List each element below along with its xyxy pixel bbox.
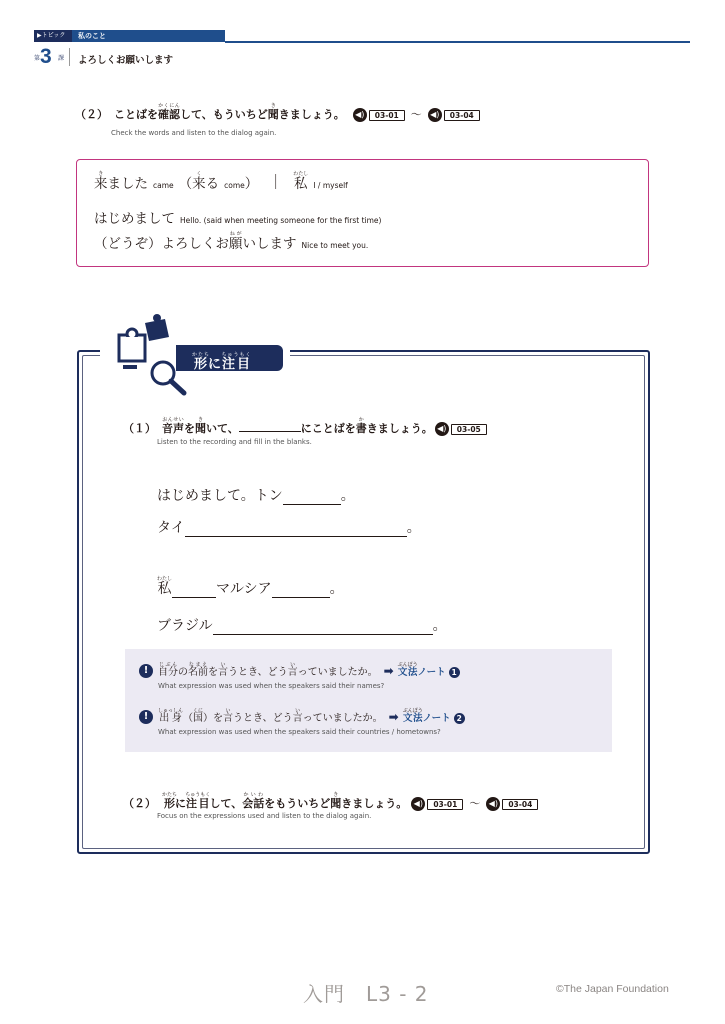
speaker-icon: ◀) [486,797,500,811]
answer-blank[interactable] [213,621,433,635]
task-instruction: ことばを確認かくにんして、もういちど聞ききましょう。 [114,103,345,121]
answer-blank[interactable] [272,584,330,598]
task-english: Check the words and listen to the dialog again. [111,129,277,137]
task-focus-dialog [123,792,538,811]
grammar-note-link[interactable]: 文法ぶんぽうノート [402,708,451,724]
vocab-line: 来きました came （来くる come ） ｜ 私わたし I / myself [94,171,348,192]
fill-line: 私わたし マルシア 。 [157,576,344,597]
header-rule [225,41,690,43]
task-number: （２） [123,797,156,810]
task-instruction: 音声おんせいを聞きいて、 にことばを書かきましょう。 [162,417,433,435]
arrow-right-icon: ➡ [388,710,399,724]
exclamation-icon: ! [139,710,153,724]
arrow-right-icon: ➡ [383,664,394,678]
note-english: What expression was used when the speakers said their names? [158,682,385,690]
range-tilde: 〜 [469,797,481,810]
instruction-blank [239,418,301,432]
answer-blank[interactable] [172,584,216,598]
audio-track-button[interactable] [411,797,463,811]
lesson-number: 3 [40,45,52,68]
audio-track-button[interactable] [486,797,538,811]
task-listen-fill [123,417,487,436]
audio-code: 03-01 [427,799,463,810]
task-english: Listen to the recording and fill in the blanks. [157,438,312,446]
note-item: ! 自分じぶん の 名前なまえ を 言い うとき、どう 言い っていましたか。 ➡ 文法ぶんぽうノート 1 What expression was used when the speakers said their names? [139,662,460,690]
speaker-icon: ◀) [353,108,367,122]
audio-track-button[interactable] [428,108,480,122]
task-instruction: 形かたちに注目ちゅうもくして、会話かいわをもういちど聞ききましょう。 [162,792,408,810]
vocab-line: （どうぞ）よろしくお願ねがいします Nice to meet you. [94,231,369,252]
answer-blank[interactable] [185,523,407,537]
fill-line: はじめまして。トン 。 [157,488,355,504]
speaker-icon: ◀) [428,108,442,122]
copyright: ©The Japan Foundation [556,983,669,995]
grammar-note-number: 2 [454,713,465,724]
grammar-note-link[interactable]: 文法ぶんぽうノート [397,662,446,678]
vocab-line: はじめまして Hello. (said when meeting someone for the first time) [94,211,382,227]
audio-track-button[interactable] [353,108,405,122]
grammar-note-number: 1 [449,667,460,678]
task-number: （２） [75,108,108,121]
exclamation-icon: ! [139,664,153,678]
audio-code: 03-04 [502,799,538,810]
page-footer-title: 入門 L3 - 2 [303,982,429,1006]
topic-tag: ▶トピック [34,30,72,42]
audio-code: 03-05 [451,424,487,435]
focus-badge [176,345,283,371]
note-english: What expression was used when the speakers said their countries / hometowns? [158,728,441,736]
topic-label: 私のこと [72,30,225,42]
lesson-ka: 課 [58,55,65,62]
task-english: Focus on the expressions used and listen to the dialog again. [157,812,372,820]
task-check-words [75,103,480,122]
audio-code: 03-04 [444,110,480,121]
focus-title: 形かたちに注目ちゅうもく [192,352,252,372]
answer-blank[interactable] [283,491,341,505]
lesson-title: よろしくお願いします [78,55,174,66]
note-item: ! 出身しゅっしん （ 国くに ）を 言い うとき、どう 言い っていましたか。 ➡ 文法ぶんぽうノート 2 What expression was used when the speakers said their countries / hometowns? [139,708,465,736]
fill-line: タイ 。 [157,520,421,536]
range-tilde: 〜 [410,108,422,121]
audio-track-button[interactable] [435,422,487,436]
speaker-icon: ◀) [411,797,425,811]
speaker-icon: ◀) [435,422,449,436]
task-number: （１） [123,422,156,435]
lesson-dai: 第 [34,55,41,62]
lesson-separator [69,48,70,66]
fill-line: ブラジル 。 [157,618,447,634]
audio-code: 03-01 [369,110,405,121]
